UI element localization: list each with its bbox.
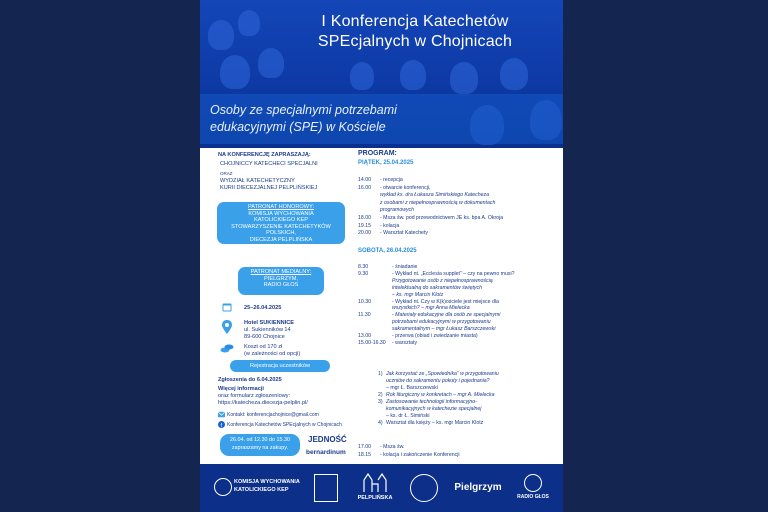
location-pin-icon — [222, 320, 232, 334]
schedule-item-time: 13.00 — [358, 333, 371, 339]
radio-glos-logo — [515, 472, 551, 504]
shopping-invite-box — [220, 434, 300, 456]
venue-city: 89-600 Chojnice — [244, 334, 285, 340]
title-line-1: I Konferencja Katechetów — [321, 13, 509, 30]
skp-logo — [312, 472, 338, 504]
schedule-item-time: 17.00 — [358, 444, 371, 450]
program-column — [350, 148, 563, 464]
contact-email[interactable]: Kontakt: konferencjachojnice@gmail.com — [227, 412, 319, 418]
shopping-line-1: 26.04. od 12.30 do 15.30 — [230, 437, 290, 443]
facebook-page[interactable]: Konferencja Katechetów SPEcjalnych w Chojnicach — [227, 422, 342, 428]
more-info-line-2: oraz formularz zgłoszeniowy: — [218, 393, 291, 399]
media-patronage-box — [238, 267, 324, 295]
schedule-item-text: - śniadanie — [392, 264, 418, 270]
email-icon — [218, 411, 225, 418]
schedule-item-text: potrzebami edukacyjnymi w przygotowaniu — [392, 319, 491, 326]
workshop-item-text: Zastosowanie technologii informacyjno- — [386, 399, 477, 405]
workshop-item-text: Warsztat dla księży – ks. mgr Marcin Klotz — [386, 420, 484, 426]
shopping-line-2: zapraszamy na zakupy. — [231, 445, 289, 451]
honorary-line-3: STOWARZYSZENIE KATECHETYKÓW — [231, 223, 331, 230]
honorary-patronage-heading: PATRONAT HONOROWY: — [247, 204, 315, 210]
invite-org-2b: KURII DIECEZJALNEJ PELPLIŃSKIEJ — [220, 185, 318, 191]
workshop-item-text: Jak korzystać ze „Spowiednika” w przygotowaniu — [386, 371, 499, 377]
schedule-item-text: – ks. mgr Marcin Klotz — [392, 291, 444, 298]
schedule-item-text: programowych — [380, 207, 415, 214]
schedule-item-time: 18.00 — [358, 215, 371, 221]
invite-org-2a: WYDZIAŁ KATECHETYCZNY — [220, 178, 295, 184]
schedule-item-text: - Wykład nt. „Ecclesia supplet” – czy na pewno musi? — [392, 270, 515, 277]
invite-org-1: CHOJNICCY KATECHECI SPECJALNI — [220, 161, 318, 167]
honorary-line-5: DIECEZJA PELPLIŃSKA — [249, 236, 313, 243]
kep-name-line-2: KATOLICKIEGO KEP — [234, 487, 289, 493]
workshop-item-time: 3) — [378, 399, 383, 405]
schedule-item-text: - Wykład nt. Czy w K(k)ościele jest miejsce dla — [392, 298, 499, 305]
schedule-item-text: z osobami z niepełnosprawnością w dokumentach — [380, 199, 496, 206]
schedule-item-text: - przerwa (obiad i zwiedzanie miasta) — [392, 333, 478, 339]
schedule-item-text: - kolacja i zakończenie Konferencji — [380, 451, 460, 458]
cost-note: (w zależności od opcji) — [244, 351, 301, 357]
honorary-patronage-box — [217, 202, 345, 244]
schedule-item-time: 15.00-16.30 — [358, 339, 386, 346]
jednosc-logo: JEDNOŚĆ — [308, 435, 347, 444]
more-info-line-1: Więcej informacji — [218, 386, 264, 392]
program-heading: PROGRAM: — [358, 150, 397, 157]
invite-oraz: ORAZ — [220, 171, 233, 176]
schedule-item-time: 11.30 — [358, 312, 371, 319]
venue-street: ul. Sukienników 14 — [244, 327, 291, 333]
coins-icon — [220, 343, 234, 353]
kep-name-line-1: KOMISJA WYCHOWANIA — [234, 479, 300, 485]
calendar-icon — [222, 302, 232, 312]
facebook-icon — [218, 421, 225, 428]
schedule-item-text: - Msza św. pod przewodnictwem JE ks. bpa A. Okroja — [380, 215, 504, 221]
svg-text:f: f — [220, 422, 223, 428]
radio-icon — [524, 474, 542, 492]
conference-title — [270, 12, 560, 52]
workshop-item-text: – mgr Ł. Barszczewski — [386, 385, 438, 391]
title-line-2: SPEcjalnych w Chojnicach — [317, 33, 513, 50]
kep-logo — [214, 472, 300, 504]
schedule-item-text: - otwarcie konferencji, — [380, 184, 431, 191]
skp-emblem-icon — [314, 474, 338, 502]
schedule-item-time: 18.15 — [358, 451, 371, 458]
schedule-item-time: 16.00 — [358, 184, 371, 191]
day-1-heading: PIĄTEK, 25.04.2025 — [358, 160, 414, 166]
footer-logos — [200, 464, 563, 512]
pielgrzym-logo: Pielgrzym — [454, 482, 502, 493]
honorary-line-1: KOMISJA WYCHOWANIA — [248, 210, 314, 217]
schedule-item-text: wszystkich? – mgr Anna Mielecka — [392, 305, 470, 312]
schedule-item-text: - Materiały edukacyjne dla osób ze specjalnymi — [392, 312, 501, 319]
schedule-item-text: sakramentalnym – mgr Łukasz Barszczewski — [392, 326, 496, 333]
workshop-item-text: uczniów do sakramentu pokuty i pojednania? — [386, 378, 490, 384]
schedule-item-time: 10.30 — [358, 298, 371, 305]
conference-dates: 25–26.04.2025 — [244, 305, 282, 311]
workshop-item-time: 4) — [378, 420, 383, 426]
honorary-line-2: KATOLICKIEGO KEP — [254, 217, 308, 224]
schedule-item-time: 19.15 — [358, 222, 371, 229]
workshop-item-time: 2) — [378, 392, 383, 398]
honorary-line-4: POLSKICH, — [266, 230, 296, 237]
cathedral-icon — [362, 472, 388, 492]
schedule-item-text: - Msza św. — [380, 444, 405, 450]
workshop-item-text: komunikacyjnych w katechezie specjalnej — [386, 406, 482, 412]
info-column — [200, 148, 350, 464]
schedule-item-text: - kolacja — [380, 222, 400, 229]
schedule-item-time: 8.30 — [358, 264, 369, 270]
registration-deadline: Zgłoszenia do 6.04.2025 — [218, 377, 282, 383]
subtitle-line-2: edukacyjnymi (SPE) w Kościele — [210, 120, 386, 134]
kep-emblem-icon — [214, 478, 232, 496]
workshop-item-text: Rok liturgiczny w konkretach – mgr A. Mielecka — [386, 392, 495, 398]
schedule-item-text: - warsztaty — [392, 339, 418, 346]
diocese-seal-logo — [408, 472, 438, 504]
schedule-item-time: 14.00 — [358, 177, 371, 183]
conference-poster — [200, 0, 563, 512]
schedule-item-text: wykład ks. dra Łukasza Simińskiego Katecheza — [380, 192, 489, 199]
hero-banner — [200, 0, 563, 148]
schedule-item-text: Przygotowanie osób z niepełnosprawnością — [392, 277, 493, 284]
schedule-item-time: 9.30 — [358, 270, 369, 277]
schedule-item-time: 20.00 — [358, 230, 371, 237]
workshop-item-time: 1) — [378, 371, 383, 377]
day-2-heading: SOBOTA, 26.04.2025 — [358, 248, 417, 254]
media-line-2: RADIO GŁOS — [263, 282, 299, 289]
bernardinum-logo: bernardinum — [306, 449, 346, 456]
pelplinska-label: PELPLIŃSKA — [357, 495, 393, 501]
workshop-item-text: – ks. dr Ł. Simiński — [386, 413, 430, 419]
media-line-1: PIELGRZYM, — [264, 275, 298, 282]
register-button[interactable]: Rejestracja uczestników — [230, 360, 330, 372]
conference-subtitle — [210, 102, 510, 136]
pelplin-diocese-logo — [352, 472, 398, 504]
cost-amount: Koszt od 170 zł — [244, 344, 283, 350]
registration-link[interactable]: https://katecheza.diecezja-pelplin.pl/ — [218, 400, 308, 406]
media-patronage-heading: PATRONAT MEDIALNY: — [250, 269, 312, 275]
invite-heading: NA KONFERENCJĘ ZAPRASZAJĄ: — [218, 152, 311, 158]
subtitle-line-1: Osoby ze specjalnymi potrzebami — [210, 103, 397, 117]
schedule-item-text: - recepcja — [380, 177, 403, 183]
schedule-item-text: intelektualną do sakramentów świętych — [392, 284, 482, 291]
radio-glos-label: RADIO GŁOS — [517, 494, 549, 500]
seal-icon — [410, 474, 438, 502]
venue-name: Hotel SUKIENNICE — [244, 320, 295, 326]
schedule-item-text: - Warsztat Katechety — [380, 230, 428, 237]
